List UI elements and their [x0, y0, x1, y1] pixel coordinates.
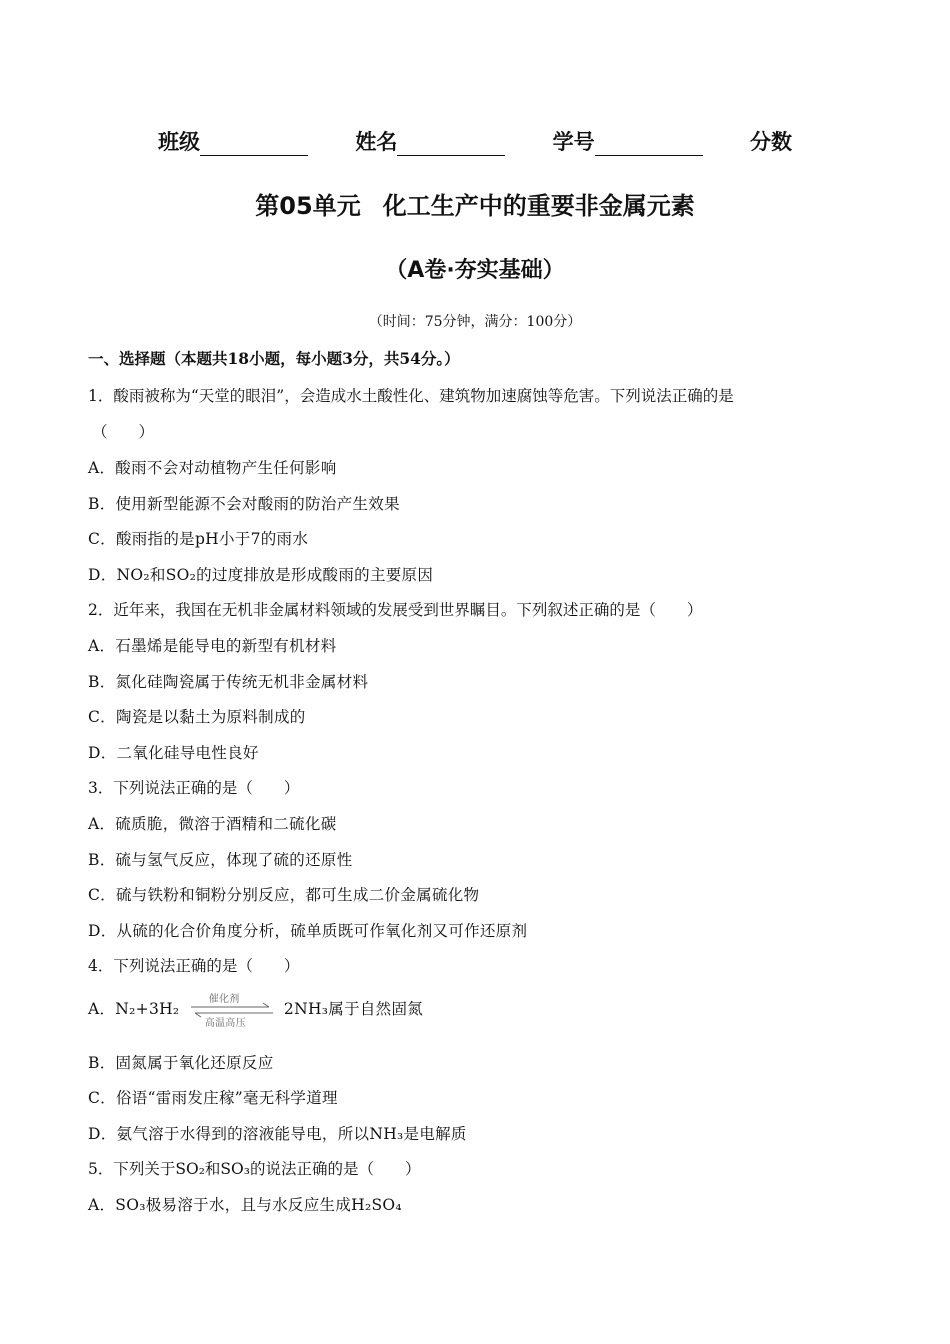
section-heading: 一、选择题（本题共18小题，每小题3分，共54分。） [88, 349, 460, 368]
q1-option-a: A．酸雨不会对动植物产生任何影响 [88, 459, 337, 477]
q1-option-b: B．使用新型能源不会对酸雨的防治产生效果 [88, 495, 400, 513]
id-blank[interactable] [595, 135, 703, 156]
q4-option-b: B．固氮属于氧化还原反应 [88, 1054, 274, 1072]
q1-stem: 1．酸雨被称为“天堂的眼泪”，会造成水土酸性化、建筑物加速腐蚀等危害。下列说法正确的是 [88, 387, 734, 405]
q5-option-a: A．SO₃极易溶于水，且与水反应生成H₂SO₄ [88, 1196, 402, 1214]
student-info-header [0, 126, 950, 156]
class-field [158, 126, 308, 156]
q4-option-a-left: A．N₂+3H₂ [88, 1000, 180, 1018]
q2-option-d: D．二氧化硅导电性良好 [88, 744, 259, 762]
class-label: 班级 [158, 130, 201, 154]
catalyst-label: 催化剂 [208, 994, 240, 1005]
q2-option-c: C．陶瓷是以黏土为原料制成的 [88, 708, 306, 726]
q5-stem: 5．下列关于SO₂和SO₃的说法正确的是（ ） [88, 1160, 421, 1178]
q1-option-c: C．酸雨指的是pH小于7的雨水 [88, 530, 309, 548]
q4-option-a [88, 994, 424, 1029]
id-field [553, 126, 703, 156]
q2-option-a: A．石墨烯是能导电的新型有机材料 [88, 637, 337, 655]
exam-meta: （时间：75分钟，满分：100分） [368, 314, 582, 330]
q1-option-d: D．NO₂和SO₂的过度排放是形成酸雨的主要原因 [88, 566, 434, 584]
q4-option-a-right: 2NH₃属于自然固氮 [283, 1000, 424, 1018]
page-title [0, 186, 950, 221]
score-field [750, 126, 792, 156]
condition-label: 高温高压 [204, 1018, 246, 1029]
name-field [355, 126, 505, 156]
q2-option-b: B．氮化硅陶瓷属于传统无机非金属材料 [88, 673, 369, 691]
q1-paren: （ ） [92, 423, 155, 441]
q2-stem: 2．近年来，我国在无机非金属材料领域的发展受到世界瞩目。下列叙述正确的是（ ） [88, 601, 703, 619]
q4-stem: 4．下列说法正确的是（ ） [88, 957, 300, 975]
name-blank[interactable] [397, 135, 505, 156]
topic-label: 化工生产中的重要非金属元素 [382, 192, 695, 220]
reaction-arrow [187, 994, 277, 1029]
score-label: 分数 [749, 130, 792, 154]
q3-option-b: B．硫与氢气反应，体现了硫的还原性 [88, 851, 353, 869]
q4-option-c: C．俗语“雷雨发庄稼”毫无科学道理 [88, 1089, 338, 1107]
q3-stem: 3．下列说法正确的是（ ） [88, 779, 300, 797]
q3-option-a: A．硫质脆，微溶于酒精和二硫化碳 [88, 815, 337, 833]
q3-option-d: D．从硫的化合价角度分析，硫单质既可作氧化剂又可作还原剂 [88, 922, 528, 940]
q4-option-d: D．氨气溶于水得到的溶液能导电，所以NH₃是电解质 [88, 1125, 467, 1143]
page-subtitle: （A卷·夯实基础） [385, 258, 565, 283]
id-label: 学号 [552, 130, 595, 154]
unit-label: 第05单元 [255, 192, 361, 220]
name-label: 姓名 [355, 130, 398, 154]
q3-option-c: C．硫与铁粉和铜粉分别反应，都可生成二价金属硫化物 [88, 886, 480, 904]
class-blank[interactable] [200, 135, 308, 156]
